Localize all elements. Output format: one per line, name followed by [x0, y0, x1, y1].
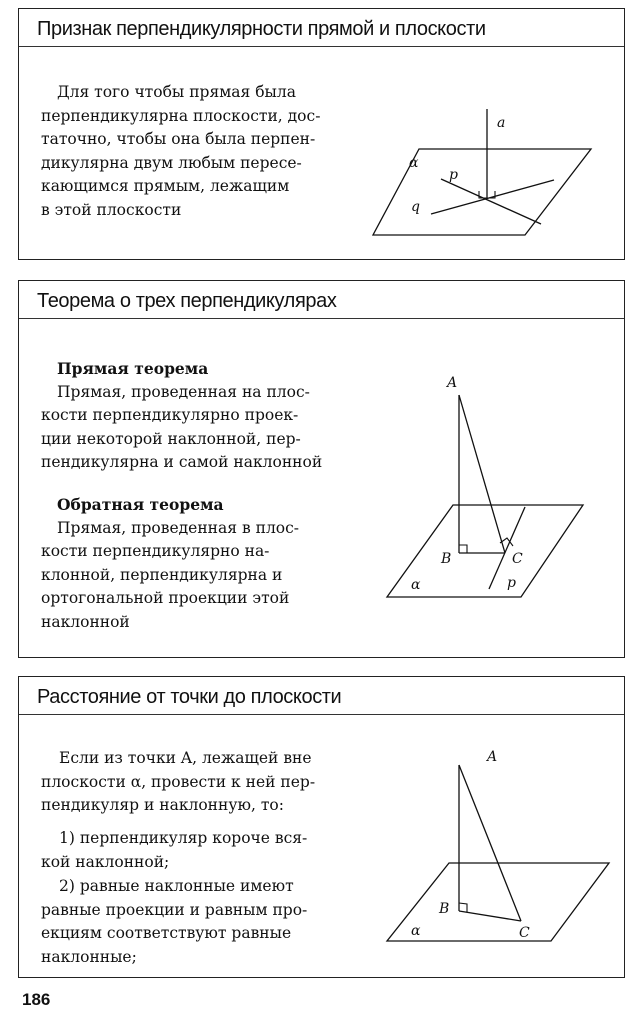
text-line: пендикуляр и наклонную, то:	[41, 796, 284, 814]
direct-theorem	[41, 357, 361, 475]
label-alpha: α	[409, 155, 419, 171]
criterion-text	[41, 81, 359, 222]
text-line: плоскости α, провести к ней пер-	[41, 772, 316, 791]
section-point-plane-distance	[18, 676, 625, 978]
label-C: C	[519, 925, 530, 941]
section-three-perpendiculars	[18, 280, 625, 658]
text-line: кости перпендикулярно проек-	[41, 406, 299, 424]
perpendicular-line-plane-figure	[349, 99, 609, 249]
label-C: C	[512, 551, 523, 567]
page-number: 186	[22, 990, 51, 1009]
inverse-theorem-heading: Обратная теорема	[57, 495, 224, 514]
text-line: в этой плоскости	[41, 200, 182, 219]
text-line: наклонные;	[41, 947, 137, 966]
label-B: B	[441, 551, 452, 567]
text-line: ции некоторой наклонной, пер-	[41, 429, 301, 448]
label-alpha: α	[411, 923, 421, 939]
text-line: кости перпендикулярно на-	[41, 542, 270, 560]
direct-theorem-heading: Прямая теорема	[57, 359, 209, 378]
text-line: Прямая, проведенная на плос-	[57, 382, 310, 401]
text-line: кой наклонной;	[41, 852, 170, 871]
distance-item-1	[41, 827, 361, 874]
text-line: Если из точки A, лежащей вне	[59, 749, 312, 767]
text-line: перпендикулярна плоскости, дос-	[41, 106, 321, 125]
text-line: равные проекции и равным про-	[41, 900, 308, 919]
point-plane-distance-figure	[369, 737, 614, 947]
section-title: Теорема о трех перпендикулярах	[19, 281, 624, 319]
label-p: p	[449, 167, 458, 183]
text-line: пендикулярна и самой наклонной	[41, 453, 323, 471]
text-line: таточно, чтобы она была перпен-	[41, 130, 316, 148]
section-title: Признак перпендикулярности прямой и плоскости	[19, 9, 624, 47]
text-line: кающимся прямым, лежащим	[41, 177, 290, 195]
projection-BC	[459, 911, 521, 921]
label-p: p	[507, 575, 516, 591]
text-line: Для того чтобы прямая была	[57, 83, 296, 101]
text-line: дикулярна двум любым пересе-	[41, 153, 302, 172]
distance-item-2	[41, 875, 361, 969]
slant-AC	[459, 395, 505, 553]
text-line: 2) равные наклонные имеют	[59, 877, 294, 895]
line-p	[441, 179, 541, 224]
text-line: Прямая, проведенная в плос-	[57, 518, 300, 537]
section-title: Расстояние от точки до плоскости	[19, 677, 624, 715]
label-q: q	[411, 199, 420, 215]
text-line: 1) перпендикуляр короче вся-	[59, 829, 308, 847]
label-A: A	[447, 375, 458, 391]
label-alpha: α	[411, 577, 421, 593]
distance-intro	[41, 747, 361, 818]
plane-alpha	[373, 149, 591, 235]
text-line: клонной, перпендикулярна и	[41, 565, 283, 584]
section-perpendicularity-criterion	[18, 8, 625, 260]
text-line: ортогональной проекции этой	[41, 589, 290, 607]
label-a: a	[497, 115, 506, 131]
text-line: екциям соответствуют равные	[41, 924, 292, 942]
label-A: A	[487, 749, 498, 765]
line-q	[431, 180, 554, 214]
inverse-theorem	[41, 493, 361, 634]
slant-AC	[459, 765, 521, 921]
three-perpendiculars-figure	[367, 367, 612, 617]
text-line: наклонной	[41, 612, 130, 631]
label-B: B	[439, 901, 450, 917]
right-angle-B	[459, 545, 467, 553]
